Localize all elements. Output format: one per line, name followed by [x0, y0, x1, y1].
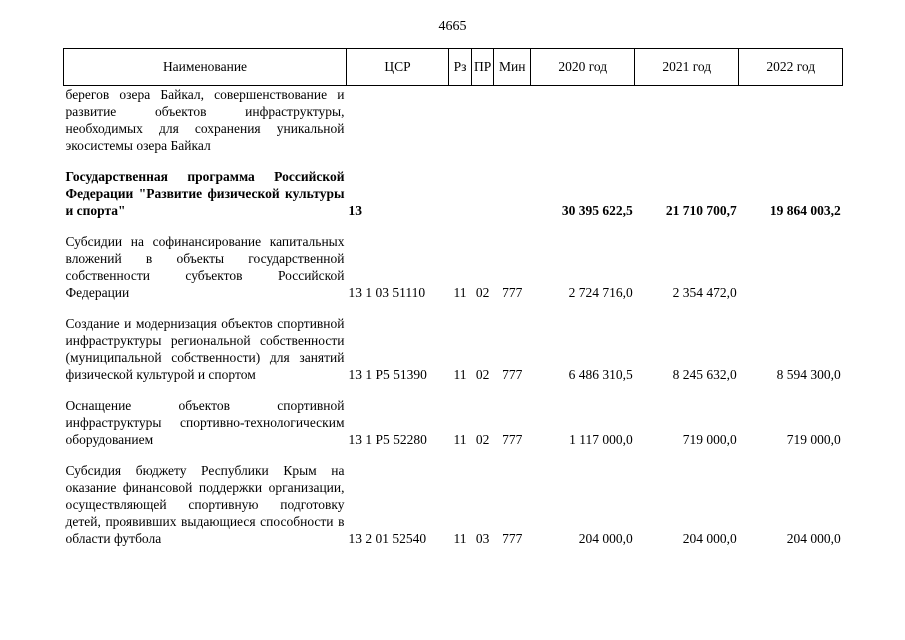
row-rz: 11 — [453, 285, 467, 300]
row-2022: 719 000,0 — [786, 432, 841, 447]
page-number: 4665 — [438, 19, 467, 34]
row-min — [494, 86, 531, 155]
row-name: Оснащение объектов спортивной инфраструктуры спортивно-технологическим оборудованием — [65, 398, 345, 447]
row-csr: 13 — [348, 203, 362, 218]
row-2022: 8 594 300,0 — [776, 367, 841, 382]
row-pr: 03 — [475, 531, 490, 546]
row-2020: 2 724 716,0 — [568, 285, 633, 300]
row-min: 777 — [502, 531, 523, 546]
row-2022 — [739, 219, 843, 301]
row-min: 777 — [502, 285, 523, 300]
table-row — [64, 448, 843, 547]
row-2021: 719 000,0 — [682, 432, 737, 447]
header-2021: 2021 год — [635, 49, 739, 86]
row-pr: 02 — [475, 367, 490, 382]
row-name: Государственная программа Российской Федерации "Развитие физической культуры и спорта" — [65, 169, 345, 218]
row-2022: 19 864 003,2 — [769, 203, 841, 218]
row-pr: 02 — [475, 285, 490, 300]
header-rz: Рз — [449, 49, 472, 86]
table-row — [64, 154, 843, 219]
row-csr — [347, 86, 449, 155]
row-2021: 204 000,0 — [682, 531, 737, 546]
row-rz: 11 — [453, 531, 467, 546]
row-csr: 13 1 03 51110 — [348, 285, 426, 300]
row-csr: 13 1 Р5 52280 — [348, 432, 427, 447]
header-csr: ЦСР — [347, 49, 449, 86]
row-2021: 21 710 700,7 — [665, 203, 737, 218]
row-2021: 8 245 632,0 — [672, 367, 737, 382]
header-name: Наименование — [64, 49, 347, 86]
row-2020: 30 395 622,5 — [561, 203, 633, 218]
row-min: 777 — [502, 367, 523, 382]
header-2020: 2020 год — [531, 49, 635, 86]
row-2020 — [531, 86, 635, 155]
row-min — [494, 154, 531, 219]
row-rz: 11 — [453, 367, 467, 382]
row-2022: 204 000,0 — [786, 531, 841, 546]
row-min: 777 — [502, 432, 523, 447]
row-2022 — [739, 86, 843, 155]
row-rz — [449, 86, 472, 155]
row-2020: 204 000,0 — [578, 531, 633, 546]
row-name: Субсидия бюджету Республики Крым на оказание финансовой поддержки организации, осуществляющей спортивную подготовку детей, проявивших выдающиеся способности в области футбола — [65, 463, 345, 546]
row-rz — [449, 154, 472, 219]
row-2021: 2 354 472,0 — [672, 285, 737, 300]
table-row — [64, 219, 843, 301]
row-rz: 11 — [453, 432, 467, 447]
header-2022: 2022 год — [739, 49, 843, 86]
row-name: Создание и модернизация объектов спортивной инфраструктуры региональной собственности (муниципальной собственности) для занятий физической культурой и спортом — [65, 316, 345, 382]
row-csr: 13 2 01 52540 — [348, 531, 427, 546]
table-header-row — [64, 49, 843, 86]
row-pr — [472, 86, 494, 155]
row-name: Субсидии на софинансирование капитальных вложений в объекты государственной собственности субъектов Российской Федерации — [65, 234, 345, 300]
table-row — [64, 86, 843, 155]
row-2020: 1 117 000,0 — [569, 432, 633, 447]
row-2021 — [635, 86, 739, 155]
header-min: Мин — [494, 49, 531, 86]
table-row — [64, 301, 843, 383]
budget-table — [63, 48, 843, 547]
row-name: берегов озера Байкал, совершенствование и развитие объектов инфраструктуры, необходимых для сохранения уникальной экосистемы озера Байкал — [65, 87, 345, 153]
row-pr: 02 — [475, 432, 490, 447]
row-2020: 6 486 310,5 — [568, 367, 633, 382]
row-pr — [472, 154, 494, 219]
header-pr: ПР — [472, 49, 494, 86]
row-csr: 13 1 Р5 51390 — [348, 367, 427, 382]
table-row — [64, 383, 843, 448]
